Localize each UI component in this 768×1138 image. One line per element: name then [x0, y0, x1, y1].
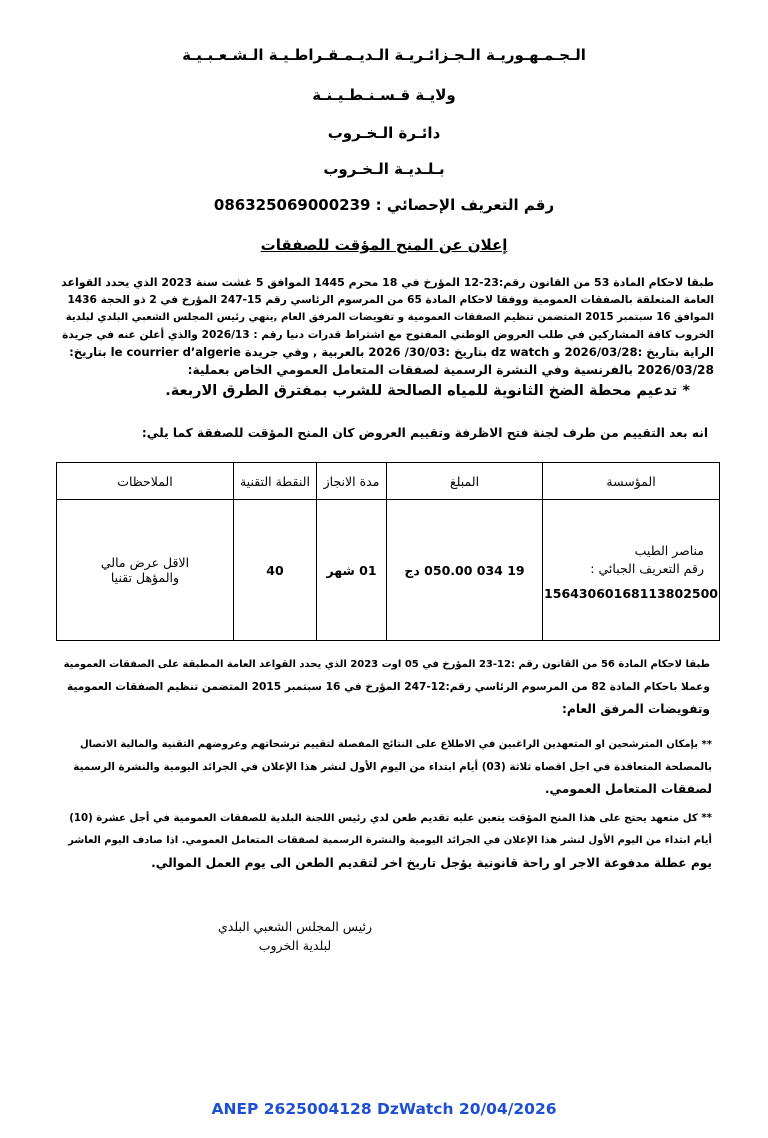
- notice-line: لصفقات المتعامل العمومي.: [544, 782, 712, 796]
- intro-line: 2026/03/28 بالفرنسية وفي النشرة الرسمية لصفقات المتعامل العمومي الخاص بعملية:: [187, 362, 714, 377]
- institution-name: مناصر الطيب: [634, 542, 704, 558]
- award-table: [56, 462, 720, 641]
- tax-id-value: 15643060168113802500: [544, 585, 718, 601]
- signature-commune: لبلدية الخروب: [258, 938, 332, 953]
- notice-line: ** بإمكان المترشحين او المتعهدين الراغبين في الاطلاع على النتائج المفصلة لتقييم ترشحاتهم وعروضهم التقنية والمالية الاتصال: [79, 739, 712, 750]
- signature-block: [210, 917, 380, 955]
- notes-line: الاقل عرض مالي: [100, 555, 190, 570]
- tax-id-label: رقم التعريف الجبائي :: [590, 560, 704, 576]
- signature-title: رئيس المجلس الشعبي البلدي: [218, 919, 372, 934]
- cell-tech-score: 40: [233, 500, 316, 641]
- intro-line: العامة المتعلقة بالصفقات العمومية ووفقا لاحكام المادة 65 من المرسوم الرئاسي رقم 15-247 المؤرخ في 2 ذو الحجة 1436: [67, 293, 714, 306]
- notice-line: أيام ابتداء من اليوم الأول لنشر هذا الإعلان في الجرائد اليومية والنشرة الرسمية لصفقات المتعامل العمومي. اذا صادف اليوم العاشر: [68, 835, 712, 846]
- header-notes: الملاحظات: [57, 463, 234, 500]
- intro-line: طبقا لاحكام المادة 53 من القانون رقم:23-12 المؤرخ في 18 محرم 1445 الموافق 5 غشت سنة 2023 الذي يحدد القواعد: [61, 276, 714, 289]
- intro-line: الموافق 16 سبتمبر 2015 المتضمن تنظيم الصفقات العمومية و تفويضات المرفق العام ,ينهي رئيس المجلس الشعبي البلدي لبلدية: [65, 312, 714, 323]
- legal-basis-paragraph: [56, 654, 710, 720]
- table-row: [57, 500, 720, 641]
- results-consultation-notice: [72, 734, 712, 800]
- cell-institution: [543, 500, 720, 641]
- cell-amount: 19 034 050.00 دج: [387, 500, 543, 641]
- table-header-row: [57, 463, 720, 500]
- header-duration: مدة الانجاز: [317, 463, 387, 500]
- announcement-title: إعلان عن المنح المؤقت للصفقات: [260, 236, 508, 254]
- header-tech-score: النقطة التقنية: [233, 463, 316, 500]
- statistical-id: رقم التعريف الإحصائي : 086325069000239: [213, 196, 555, 214]
- evaluation-intro-text: انه بعد التقييم من طرف لجنة فتح الاظرفة وتقييم العروض كان المنح المؤقت للصفقة كما يلي:: [141, 426, 708, 440]
- intro-line: الراية بتاريخ :2026/03/28 و dz watch بتاريخ :30/03/ 2026 بالعربية , وفي جريدة le courrier d’algerie بتاريخ:: [69, 345, 714, 359]
- appeal-notice: [60, 808, 712, 874]
- commune-heading: بـلـديـة الـخـروب: [323, 160, 445, 178]
- notes-line: والمؤهل تقنيا: [110, 570, 180, 585]
- legal-line: وعملا باحكام المادة 82 من المرسوم الرئاسي رقم:12-247 المؤرخ في 16 سبتمبر 2015 المتضمن تنظيم الصفقات العمومية: [67, 681, 710, 693]
- cell-duration: 01 شهر: [317, 500, 387, 641]
- notice-line: بالمصلحة المتعاقدة في اجل اقصاه ثلاثة (03) أيام ابتداء من اليوم الأول لنشر هذا الإعلان في الجرائد اليومية والنشرة الرسمية: [73, 761, 712, 773]
- notice-line: ** كل متعهد يحتج على هذا المنح المؤقت يتعين عليه تقديم طعن لدي رئيس اللجنة البلدية للصفقات العمومية في أجل عشرة (10): [69, 813, 712, 824]
- wilaya-heading: ولايـة قـسـنـطـيـنـة: [312, 86, 456, 104]
- project-title: * تدعيم محطة الضخ الثانوية للمياه الصالحة للشرب بمفترق الطرق الاربعة.: [165, 383, 690, 399]
- republic-heading: الـجـمـهـوريـة الـجـزائـريـة الـديـمـقـراطـيـة الـشـعـبـيـة: [182, 46, 586, 64]
- anep-reference: ANEP 2625004128 DzWatch 20/04/2026: [211, 1100, 557, 1118]
- header-amount: المبلغ: [387, 463, 543, 500]
- legal-line: طبقا لاحكام المادة 56 من القانون رقم :12-23 المؤرخ في 05 اوت 2023 الذي يحدد القواعد العامة المطبقة على الصفقات العمومية: [63, 659, 710, 670]
- cell-notes: [57, 500, 234, 641]
- evaluation-intro: [60, 425, 708, 443]
- notice-line: يوم عطلة مدفوعة الاجر او راحة قانونية يؤجل تاريخ اخر لتقديم الطعن الى يوم العمل الموالي.: [151, 856, 712, 870]
- legal-line: وتفويضات المرفق العام:: [562, 702, 710, 716]
- daira-heading: دائـرة الـخـروب: [327, 124, 441, 142]
- intro-line: الخروب كافة المشاركين في طلب العروض الوطني المفتوح مع اشتراط قدرات دنيا رقم : 2026/13 والذي أعلن عنه في جريدة: [62, 328, 714, 341]
- header-institution: المؤسسة: [543, 463, 720, 500]
- intro-paragraph: [60, 274, 714, 379]
